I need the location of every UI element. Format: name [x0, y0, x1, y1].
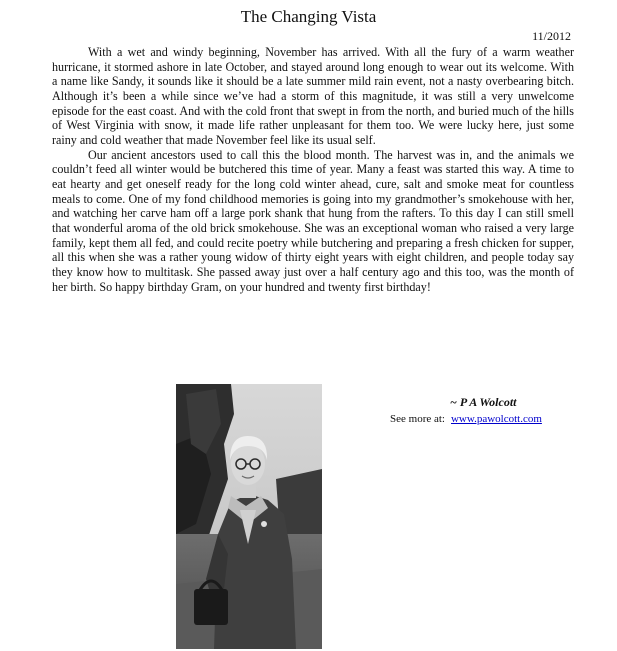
- paragraph: Our ancient ancestors used to call this the blood month. The harvest was in, and the animals we couldn’t feed all winter would be butchered this time of year. Many a feast was started this way. A time to eat hearty and get oneself ready for the long cold winter ahead, cure, salt and smoke meat for countless meals to come. One of my fond childhood memories is going into my grandmother’s smokehouse with her, and watching her carve ham off a large pork shank that hung from the rafters. To this day I can still smell that wonderful aroma of the old brick smokehouse. She was an exceptional woman who raised a very large family, kept them all fed, and could recite poetry while butchering and preparing a fresh chicken for supper, all this when she was a rather young widow of thirty eight years with eight children, and people today say they know how to multitask. She passed away just over a half century ago and this too, was the month of her birth. So happy birthday Gram, on your hundred and twenty first birthday!: [52, 147, 574, 294]
- author-signature: ~ P A Wolcott: [450, 395, 517, 409]
- article-date: 11/2012: [532, 29, 571, 43]
- paragraph: With a wet and windy beginning, November has arrived. With all the fury of a warm weather hurricane, it stormed ashore in late October, and stayed around long enough to wear out its welcome. With a name like Sandy, it sounds like it should be a late summer mild rain event, not a nasty overbearing bitch. Although it’s been a while since we’ve had a storm of this magnitude, it was still a very unwelcome episode for the east coast. And with the cold front that swept in from the north, and buried much of the hills of West Virginia with snow, it made life rather unpleasant for them too. We were lucky here, just some rainy and cold weather that made November feel like its usual self.: [52, 45, 574, 147]
- see-more-label: See more at:: [390, 413, 445, 425]
- grandmother-photo: [176, 384, 322, 649]
- page-title: The Changing Vista: [240, 7, 377, 26]
- photo-illustration: [176, 384, 322, 649]
- article-body: [52, 45, 574, 294]
- website-link[interactable]: www.pawolcott.com: [450, 413, 542, 425]
- see-more: [390, 412, 542, 426]
